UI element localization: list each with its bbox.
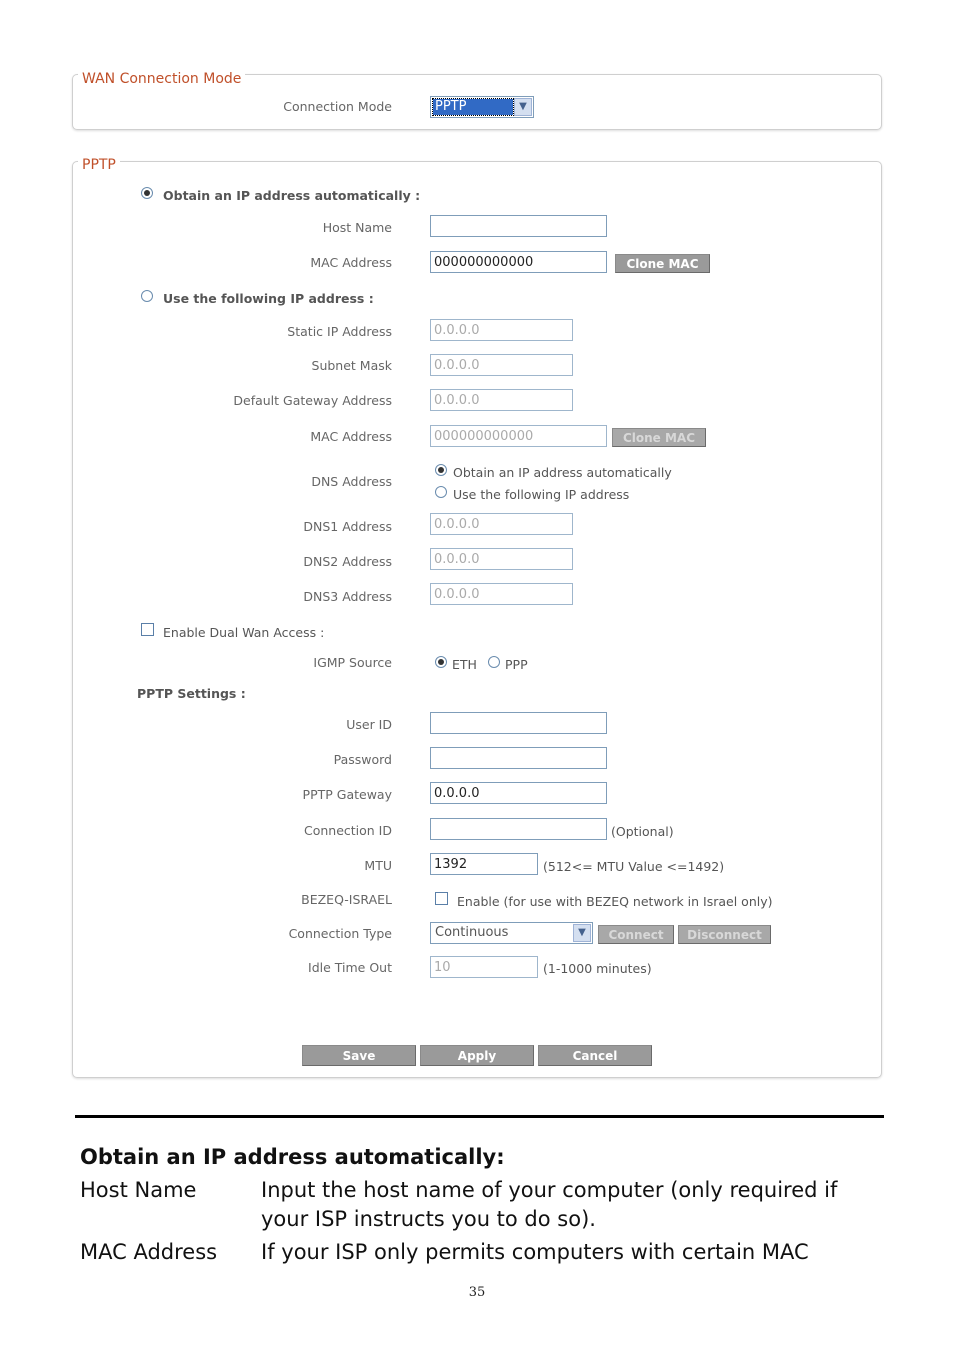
use-following-label: Use the following IP address : — [163, 291, 374, 306]
save-button[interactable]: Save — [302, 1045, 416, 1066]
dual-wan-label: Enable Dual Wan Access : — [163, 625, 325, 640]
disconnect-button[interactable]: Disconnect — [678, 925, 771, 944]
user-id-input[interactable] — [430, 712, 607, 734]
dns1-input[interactable] — [430, 513, 573, 535]
igmp-eth-label: ETH — [452, 657, 477, 672]
mtu-label: MTU — [364, 858, 392, 873]
password-label: Password — [333, 752, 392, 767]
connection-type-select[interactable] — [430, 922, 593, 944]
bezeq-hint: Enable (for use with BEZEQ network in Israel only) — [457, 894, 773, 909]
host-name-label: Host Name — [322, 220, 392, 235]
dns-auto-radio[interactable] — [435, 464, 447, 476]
section-divider — [75, 1115, 884, 1118]
dns-auto-label: Obtain an IP address automatically — [453, 465, 672, 480]
clone-mac-button[interactable]: Clone MAC — [615, 254, 710, 273]
bezeq-label: BEZEQ-ISRAEL — [301, 892, 392, 907]
connection-type-value: Continuous — [435, 925, 509, 940]
mac-address-2-input[interactable] — [430, 425, 607, 447]
mtu-input[interactable] — [430, 853, 538, 875]
obtain-auto-label: Obtain an IP address automatically : — [163, 188, 421, 203]
connection-mode-select[interactable] — [430, 96, 534, 118]
subnet-mask-input[interactable] — [430, 354, 573, 376]
page-number: 35 — [468, 1285, 486, 1300]
pptp-legend: PPTP — [78, 157, 120, 173]
doc-desc: your ISP instructs you to do so). — [261, 1207, 596, 1231]
idle-time-out-input[interactable] — [430, 956, 538, 978]
igmp-eth-radio[interactable] — [435, 656, 447, 668]
chevron-down-icon: ▼ — [573, 924, 591, 942]
doc-heading: Obtain an IP address automatically: — [80, 1145, 505, 1169]
igmp-ppp-label: PPP — [505, 657, 528, 672]
pptp-gateway-input[interactable] — [430, 782, 607, 804]
connection-id-input[interactable] — [430, 818, 607, 840]
default-gateway-input[interactable] — [430, 389, 573, 411]
dual-wan-checkbox[interactable] — [141, 623, 154, 636]
dns3-input[interactable] — [430, 583, 573, 605]
connection-type-label: Connection Type — [288, 926, 392, 941]
obtain-auto-radio[interactable] — [141, 187, 153, 199]
mac-address-label: MAC Address — [310, 255, 392, 270]
user-id-label: User ID — [346, 717, 392, 732]
mtu-hint: (512<= MTU Value <=1492) — [543, 859, 725, 874]
idle-time-out-hint: (1-1000 minutes) — [543, 961, 652, 976]
clone-mac-2-button[interactable]: Clone MAC — [612, 428, 706, 447]
bezeq-checkbox[interactable] — [435, 892, 448, 905]
connection-id-label: Connection ID — [303, 823, 392, 838]
mac-address-input[interactable] — [430, 251, 607, 273]
connection-mode-label: Connection Mode — [283, 99, 392, 114]
use-following-radio[interactable] — [141, 290, 153, 302]
wan-mode-legend: WAN Connection Mode — [78, 71, 245, 87]
pptp-gateway-label: PPTP Gateway — [302, 787, 392, 802]
igmp-source-label: IGMP Source — [313, 655, 392, 670]
dns3-label: DNS3 Address — [303, 589, 392, 604]
dns-manual-label: Use the following IP address — [453, 487, 630, 502]
host-name-input[interactable] — [430, 215, 607, 237]
doc-desc: Input the host name of your computer (only required if — [261, 1178, 838, 1202]
mac-address-2-label: MAC Address — [310, 429, 392, 444]
subnet-mask-label: Subnet Mask — [311, 358, 392, 373]
cancel-button[interactable]: Cancel — [538, 1045, 652, 1066]
dns2-label: DNS2 Address — [303, 554, 392, 569]
doc-desc: If your ISP only permits computers with certain MAC — [261, 1240, 809, 1264]
apply-button[interactable]: Apply — [420, 1045, 534, 1066]
connection-mode-value: PPTP — [433, 99, 513, 115]
connect-button[interactable]: Connect — [598, 925, 674, 944]
static-ip-label: Static IP Address — [287, 324, 392, 339]
dns-manual-radio[interactable] — [435, 486, 447, 498]
dns2-input[interactable] — [430, 548, 573, 570]
password-input[interactable] — [430, 747, 607, 769]
doc-term: Host Name — [80, 1178, 197, 1202]
connection-id-hint: (Optional) — [611, 824, 674, 839]
pptp-settings-label: PPTP Settings : — [137, 686, 246, 701]
default-gateway-label: Default Gateway Address — [233, 393, 392, 408]
static-ip-input[interactable] — [430, 319, 573, 341]
chevron-down-icon: ▼ — [514, 98, 532, 116]
doc-term: MAC Address — [80, 1240, 218, 1264]
igmp-ppp-radio[interactable] — [488, 656, 500, 668]
idle-time-out-label: Idle Time Out — [308, 960, 392, 975]
dns-address-label: DNS Address — [311, 474, 392, 489]
dns1-label: DNS1 Address — [303, 519, 392, 534]
